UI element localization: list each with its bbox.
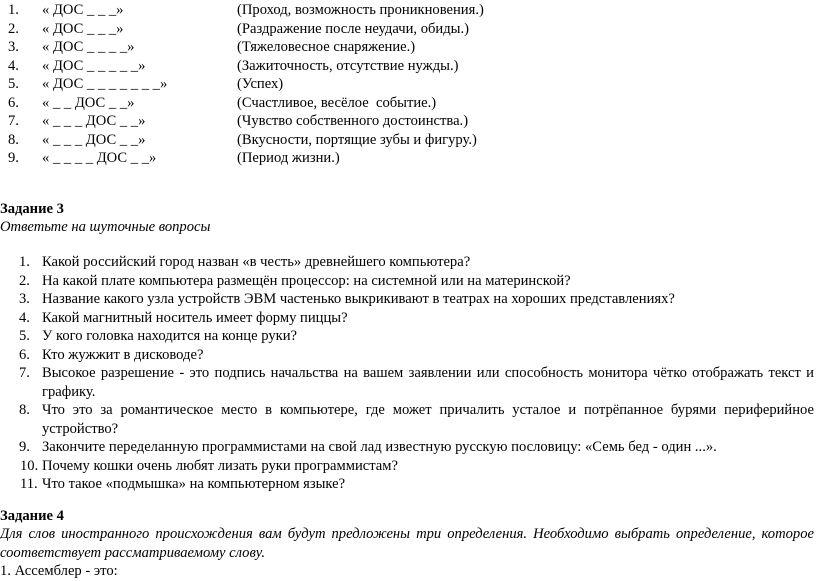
puzzle-word: « _ _ _ ДОС _ _»	[42, 113, 146, 129]
question-item	[0, 253, 816, 272]
puzzle-word: « ДОС _ _ _»	[42, 20, 124, 37]
task4-item: 1. Ассемблер - это:	[0, 563, 118, 579]
puzzle-row	[0, 131, 816, 150]
question-item	[0, 290, 816, 309]
puzzle-word: « _ _ ДОС _ _»	[42, 94, 135, 111]
question-text: У кого головка находится на конце руки?	[42, 328, 298, 344]
question-text: Закончите переделанную программистами на свой лад известную русскую пословицу: «Семь бед - один ...».	[42, 439, 717, 455]
puzzle-word: « ДОС _ _ _ _ _»	[42, 57, 146, 74]
question-item	[0, 401, 816, 438]
question-number: 10.	[20, 457, 39, 474]
puzzle-number: 2.	[8, 20, 19, 37]
question-item	[0, 457, 816, 476]
puzzle-number: 7.	[8, 113, 19, 129]
puzzle-number: 5.	[8, 76, 19, 92]
puzzle-row	[0, 20, 816, 39]
question-item	[0, 438, 816, 457]
puzzle-hint: (Зажиточность, отсутствие нужды.)	[237, 57, 459, 74]
question-text: Высокое разрешение - это подпись начальства на вашем заявлении или способность монитора чётко отображать текст и графику.	[42, 365, 814, 400]
puzzle-number: 3.	[8, 39, 19, 55]
puzzle-word: « ДОС _ _ _ _ _ _ _»	[42, 76, 168, 92]
word-puzzle-list	[0, 1, 816, 168]
questions-list	[0, 253, 816, 494]
question-text: Кто жужжит в дисководе?	[42, 346, 204, 363]
question-number: 2.	[19, 272, 30, 289]
puzzle-hint: (Вкусности, портящие зубы и фигуру.)	[237, 131, 477, 148]
puzzle-row	[0, 57, 816, 76]
question-text: Что это за романтическое место в компьютере, где может причалить усталое и потрёпанное бурями периферийное устройство?	[42, 402, 814, 437]
puzzle-number: 1.	[8, 2, 19, 18]
question-text: Название какого узла устройств ЭВМ частенько выкрикивают в театрах на хороших представлениях?	[42, 291, 675, 307]
question-text: Какой магнитный носитель имеет форму пиццы?	[42, 309, 348, 326]
task3-subtitle: Ответьте на шуточные вопросы	[0, 219, 211, 235]
question-number: 1.	[19, 254, 30, 270]
puzzle-word: « ДОС _ _ _»	[42, 2, 124, 18]
question-text: Какой российский город назван «в честь» древнейшего компьютера?	[42, 254, 471, 270]
puzzle-hint: (Период жизни.)	[237, 150, 340, 166]
puzzle-row	[0, 1, 816, 20]
puzzle-word: « _ _ _ _ ДОС _ _»	[42, 150, 157, 166]
puzzle-number: 8.	[8, 131, 19, 148]
puzzle-row	[0, 75, 816, 94]
puzzle-word: « ДОС _ _ _ _»	[42, 39, 135, 55]
puzzle-hint: (Успех)	[237, 76, 284, 92]
question-item	[0, 327, 816, 346]
puzzle-row	[0, 112, 816, 131]
puzzle-hint: (Чувство собственного достоинства.)	[237, 113, 469, 129]
puzzle-hint: (Раздражение после неудачи, обиды.)	[237, 20, 469, 37]
question-item	[0, 364, 816, 401]
question-item	[0, 475, 816, 494]
question-item	[0, 272, 816, 291]
puzzle-word: « _ _ _ ДОС _ _»	[42, 131, 146, 148]
question-text: Почему кошки очень любят лизать руки программистам?	[42, 457, 398, 474]
puzzle-row	[0, 38, 816, 57]
question-item	[0, 309, 816, 328]
question-number: 6.	[19, 346, 30, 363]
puzzle-number: 4.	[8, 57, 19, 74]
puzzle-number: 6.	[8, 94, 19, 111]
task3-heading: Задание 3	[0, 201, 64, 217]
puzzle-row	[0, 94, 816, 113]
question-number: 8.	[19, 402, 30, 418]
question-number: 9.	[19, 439, 30, 455]
question-text: Что такое «подмышка» на компьютерном языке?	[42, 476, 346, 492]
question-number: 4.	[19, 309, 30, 326]
puzzle-hint: (Счастливое, весёлое событие.)	[237, 94, 437, 111]
question-number: 3.	[19, 291, 30, 307]
puzzle-hint: (Проход, возможность проникновения.)	[237, 2, 484, 18]
question-number: 7.	[19, 365, 30, 381]
question-item	[0, 346, 816, 365]
puzzle-number: 9.	[8, 150, 19, 166]
puzzle-row	[0, 149, 816, 168]
puzzle-hint: (Тяжеловесное снаряжение.)	[237, 39, 416, 55]
question-number: 5.	[19, 328, 30, 344]
question-text: На какой плате компьютера размещён процессор: на системной или на материнской?	[42, 272, 571, 289]
task4-instructions: Для слов иностранного происхождения вам будут предложены три определения. Необходимо выбрать определение, которое соответствует рассматриваемому слову.	[0, 526, 814, 561]
question-number: 11.	[20, 476, 38, 492]
task4-heading: Задание 4	[0, 508, 64, 524]
